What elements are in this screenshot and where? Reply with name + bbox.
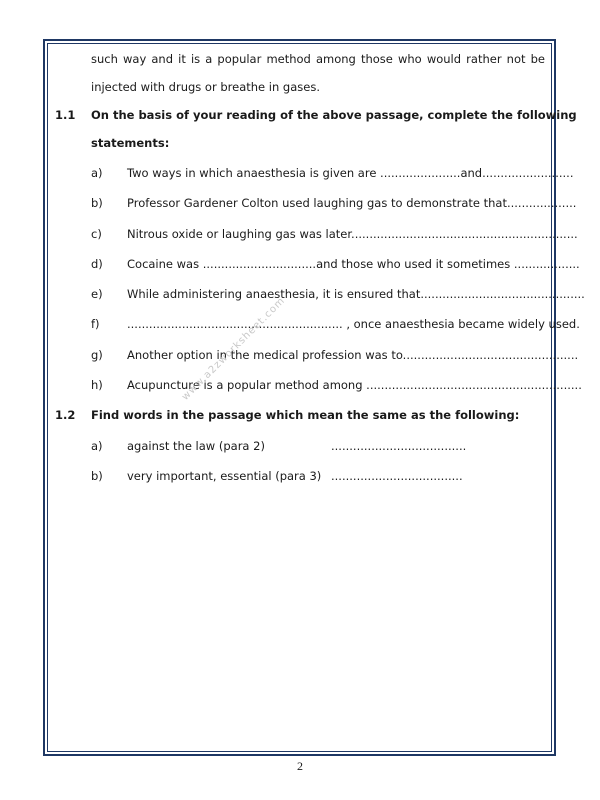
item-label: a) (91, 439, 103, 453)
item-text: ........................................................... , once anaesthesia became widely used. (127, 317, 580, 331)
section-heading-1-1-line2: statements: (91, 136, 170, 150)
section-number-1-1: 1.1 (55, 108, 76, 122)
item-label: b) (91, 469, 103, 483)
section-number-1-2: 1.2 (55, 408, 76, 422)
section-heading-1-1-line1: On the basis of your reading of the above passage, complete the following (91, 108, 577, 122)
section-heading-1-2: Find words in the passage which mean the same as the following: (91, 408, 520, 422)
item-label: h) (91, 378, 103, 392)
item-text: Cocaine was ...............................and those who used it sometimes .................. (127, 257, 580, 271)
page-number: 2 (297, 759, 303, 773)
passage-line-1: such way and it is a popular method among those who would rather not be (91, 52, 545, 66)
item-label: d) (91, 257, 103, 271)
item-label: g) (91, 348, 103, 362)
watermark: www.a2zworksheet.com (180, 295, 288, 403)
passage-line-2: injected with drugs or breathe in gases. (91, 80, 320, 94)
item-text: While administering anaesthesia, it is ensured that............................................. (127, 287, 585, 301)
item-label: b) (91, 196, 103, 210)
item-text: Nitrous oxide or laughing gas was later.............................................................. (127, 227, 578, 241)
item-label: f) (91, 317, 100, 331)
answer-blank: ..................................... (331, 439, 467, 453)
item-text: against the law (para 2) (127, 439, 265, 453)
item-text: Another option in the medical profession was to................................................ (127, 348, 579, 362)
item-text: Two ways in which anaesthesia is given are ......................and......................... (127, 166, 574, 180)
item-label: e) (91, 287, 103, 301)
item-text: very important, essential (para 3) (127, 469, 322, 483)
item-text: Acupuncture is a popular method among ........................................................... (127, 378, 582, 392)
item-text: Professor Gardener Colton used laughing gas to demonstrate that................... (127, 196, 577, 210)
answer-blank: .................................... (331, 469, 463, 483)
item-label: c) (91, 227, 102, 241)
item-label: a) (91, 166, 103, 180)
